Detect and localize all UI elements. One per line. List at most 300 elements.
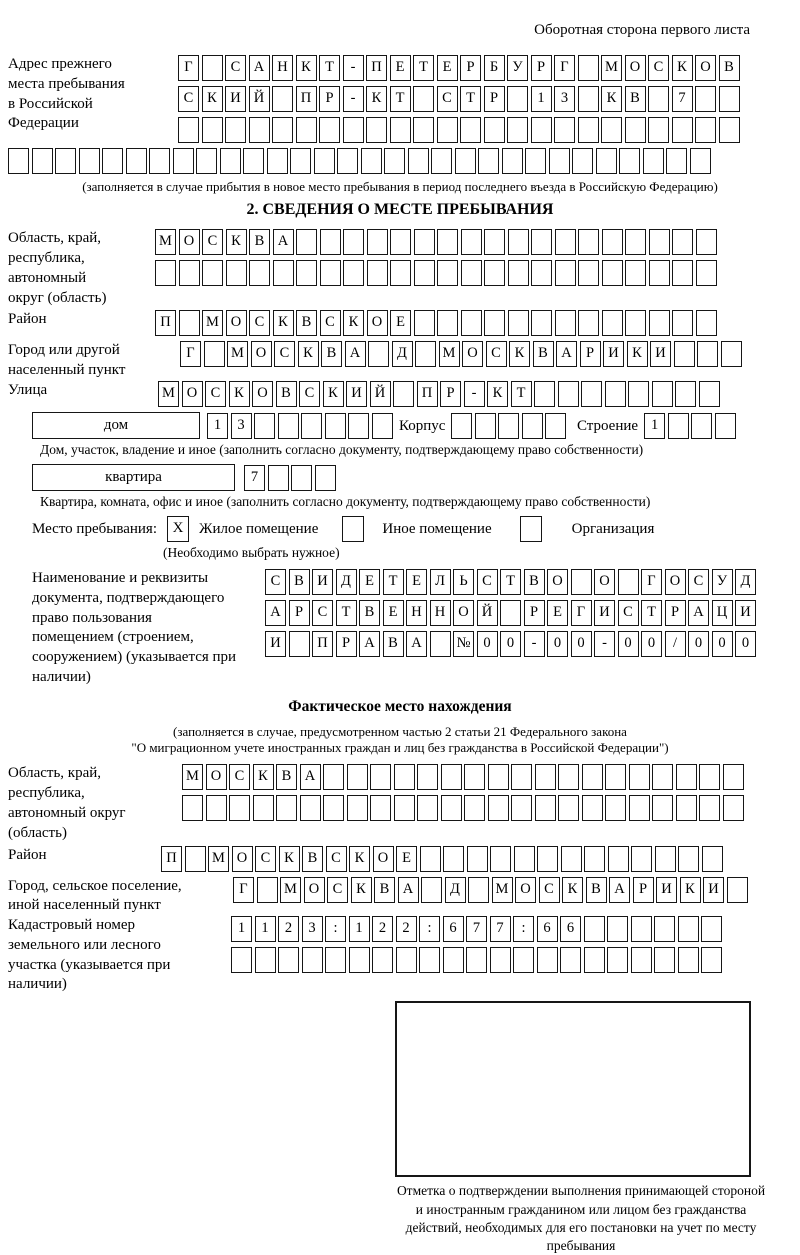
- char-cell[interactable]: [652, 795, 673, 821]
- char-cell[interactable]: -: [343, 55, 364, 81]
- char-cell[interactable]: [545, 413, 566, 439]
- char-cell[interactable]: [549, 148, 570, 174]
- char-cell[interactable]: [408, 148, 429, 174]
- char-cell[interactable]: Е: [437, 55, 458, 81]
- char-cell[interactable]: [678, 916, 699, 942]
- char-cell[interactable]: [179, 260, 200, 286]
- char-cell[interactable]: [126, 148, 147, 174]
- char-cell[interactable]: [535, 795, 556, 821]
- char-cell[interactable]: [202, 117, 223, 143]
- char-cell[interactable]: М: [280, 877, 301, 903]
- char-cell[interactable]: [514, 846, 535, 872]
- char-cell[interactable]: [625, 260, 646, 286]
- char-cell[interactable]: П: [296, 86, 317, 112]
- char-cell[interactable]: [490, 846, 511, 872]
- char-cell[interactable]: [502, 148, 523, 174]
- char-cell[interactable]: [278, 413, 299, 439]
- char-cell[interactable]: [484, 260, 505, 286]
- char-cell[interactable]: [301, 413, 322, 439]
- char-cell[interactable]: [723, 795, 744, 821]
- char-cell[interactable]: Г: [554, 55, 575, 81]
- char-cell[interactable]: [690, 148, 711, 174]
- char-cell[interactable]: [560, 947, 581, 973]
- char-cell[interactable]: [8, 148, 29, 174]
- char-cell[interactable]: У: [507, 55, 528, 81]
- char-cell[interactable]: Р: [580, 341, 601, 367]
- char-cell[interactable]: [367, 260, 388, 286]
- char-cell[interactable]: [296, 260, 317, 286]
- char-cell[interactable]: [276, 795, 297, 821]
- char-cell[interactable]: [437, 310, 458, 336]
- char-cell[interactable]: К: [202, 86, 223, 112]
- char-cell[interactable]: С: [274, 341, 295, 367]
- char-cell[interactable]: [254, 413, 275, 439]
- char-cell[interactable]: [618, 569, 639, 595]
- char-cell[interactable]: [699, 764, 720, 790]
- char-cell[interactable]: В: [276, 381, 297, 407]
- char-cell[interactable]: К: [627, 341, 648, 367]
- char-cell[interactable]: Т: [336, 600, 357, 626]
- char-cell[interactable]: Р: [484, 86, 505, 112]
- char-cell[interactable]: Т: [390, 86, 411, 112]
- char-cell[interactable]: [582, 795, 603, 821]
- char-cell[interactable]: Н: [406, 600, 427, 626]
- char-cell[interactable]: Т: [319, 55, 340, 81]
- char-cell[interactable]: Р: [440, 381, 461, 407]
- char-cell[interactable]: Д: [336, 569, 357, 595]
- char-cell[interactable]: [655, 846, 676, 872]
- char-cell[interactable]: О: [367, 310, 388, 336]
- char-cell[interactable]: [555, 229, 576, 255]
- char-cell[interactable]: И: [225, 86, 246, 112]
- char-cell[interactable]: [155, 260, 176, 286]
- char-cell[interactable]: К: [323, 381, 344, 407]
- char-cell[interactable]: В: [719, 55, 740, 81]
- char-cell[interactable]: [413, 117, 434, 143]
- char-cell[interactable]: [323, 764, 344, 790]
- char-cell[interactable]: [229, 795, 250, 821]
- char-cell[interactable]: [572, 148, 593, 174]
- char-cell[interactable]: [460, 117, 481, 143]
- char-cell[interactable]: Р: [289, 600, 310, 626]
- char-cell[interactable]: В: [524, 569, 545, 595]
- char-cell[interactable]: О: [665, 569, 686, 595]
- char-cell[interactable]: Р: [524, 600, 545, 626]
- char-cell[interactable]: [323, 795, 344, 821]
- char-cell[interactable]: [702, 846, 723, 872]
- char-cell[interactable]: У: [712, 569, 733, 595]
- char-cell[interactable]: В: [249, 229, 270, 255]
- char-cell[interactable]: С: [205, 381, 226, 407]
- char-cell[interactable]: [102, 148, 123, 174]
- char-cell[interactable]: [415, 341, 436, 367]
- char-cell[interactable]: [696, 310, 717, 336]
- char-cell[interactable]: И: [656, 877, 677, 903]
- char-cell[interactable]: 7: [490, 916, 511, 942]
- char-cell[interactable]: [513, 947, 534, 973]
- char-cell[interactable]: М: [227, 341, 248, 367]
- char-cell[interactable]: [243, 148, 264, 174]
- char-cell[interactable]: Е: [547, 600, 568, 626]
- char-cell[interactable]: [723, 764, 744, 790]
- char-cell[interactable]: [537, 846, 558, 872]
- char-cell[interactable]: К: [343, 310, 364, 336]
- char-cell[interactable]: [578, 260, 599, 286]
- char-cell[interactable]: [455, 148, 476, 174]
- char-cell[interactable]: Д: [445, 877, 466, 903]
- char-cell[interactable]: Р: [531, 55, 552, 81]
- char-cell[interactable]: О: [462, 341, 483, 367]
- char-cell[interactable]: [649, 310, 670, 336]
- char-cell[interactable]: Е: [390, 55, 411, 81]
- char-cell[interactable]: [605, 764, 626, 790]
- char-cell[interactable]: [272, 86, 293, 112]
- char-cell[interactable]: [257, 877, 278, 903]
- char-cell[interactable]: [534, 381, 555, 407]
- char-cell[interactable]: Г: [178, 55, 199, 81]
- char-cell[interactable]: 7: [244, 465, 265, 491]
- char-cell[interactable]: [719, 86, 740, 112]
- char-cell[interactable]: [478, 148, 499, 174]
- char-cell[interactable]: К: [601, 86, 622, 112]
- char-cell[interactable]: [437, 117, 458, 143]
- char-cell[interactable]: И: [265, 631, 286, 657]
- char-cell[interactable]: [466, 947, 487, 973]
- char-cell[interactable]: [414, 310, 435, 336]
- char-cell[interactable]: В: [533, 341, 554, 367]
- char-cell[interactable]: [531, 117, 552, 143]
- char-cell[interactable]: /: [665, 631, 686, 657]
- char-cell[interactable]: С: [539, 877, 560, 903]
- char-cell[interactable]: [278, 947, 299, 973]
- char-cell[interactable]: Н: [272, 55, 293, 81]
- char-cell[interactable]: [372, 947, 393, 973]
- char-cell[interactable]: О: [179, 229, 200, 255]
- char-cell[interactable]: [629, 795, 650, 821]
- char-cell[interactable]: [231, 947, 252, 973]
- char-cell[interactable]: [571, 569, 592, 595]
- char-cell[interactable]: В: [359, 600, 380, 626]
- char-cell[interactable]: [347, 764, 368, 790]
- char-cell[interactable]: [296, 229, 317, 255]
- char-cell[interactable]: 6: [537, 916, 558, 942]
- char-cell[interactable]: [467, 846, 488, 872]
- char-cell[interactable]: [631, 916, 652, 942]
- char-cell[interactable]: [508, 229, 529, 255]
- char-cell[interactable]: [291, 465, 312, 491]
- char-cell[interactable]: [390, 260, 411, 286]
- char-cell[interactable]: К: [509, 341, 530, 367]
- char-cell[interactable]: [302, 947, 323, 973]
- char-cell[interactable]: О: [695, 55, 716, 81]
- char-cell[interactable]: [268, 465, 289, 491]
- char-cell[interactable]: С: [326, 846, 347, 872]
- char-cell[interactable]: [348, 413, 369, 439]
- char-cell[interactable]: №: [453, 631, 474, 657]
- char-cell[interactable]: [701, 916, 722, 942]
- char-cell[interactable]: [430, 631, 451, 657]
- char-cell[interactable]: 6: [560, 916, 581, 942]
- char-cell[interactable]: [531, 260, 552, 286]
- char-cell[interactable]: [672, 310, 693, 336]
- char-cell[interactable]: -: [524, 631, 545, 657]
- char-cell[interactable]: 7: [672, 86, 693, 112]
- char-cell[interactable]: О: [252, 381, 273, 407]
- char-cell[interactable]: [581, 381, 602, 407]
- char-cell[interactable]: О: [232, 846, 253, 872]
- char-cell[interactable]: [522, 413, 543, 439]
- char-cell[interactable]: 0: [618, 631, 639, 657]
- char-cell[interactable]: [608, 846, 629, 872]
- char-cell[interactable]: [484, 310, 505, 336]
- char-cell[interactable]: [488, 795, 509, 821]
- char-cell[interactable]: [531, 229, 552, 255]
- char-cell[interactable]: 1: [231, 916, 252, 942]
- char-cell[interactable]: [349, 947, 370, 973]
- char-cell[interactable]: :: [513, 916, 534, 942]
- char-cell[interactable]: С: [249, 310, 270, 336]
- char-cell[interactable]: И: [594, 600, 615, 626]
- char-cell[interactable]: [674, 341, 695, 367]
- char-cell[interactable]: 1: [349, 916, 370, 942]
- char-cell[interactable]: [249, 260, 270, 286]
- char-cell[interactable]: [625, 117, 646, 143]
- char-cell[interactable]: [695, 117, 716, 143]
- char-cell[interactable]: [417, 795, 438, 821]
- char-cell[interactable]: М: [601, 55, 622, 81]
- char-cell[interactable]: [461, 310, 482, 336]
- char-cell[interactable]: [475, 413, 496, 439]
- char-cell[interactable]: [370, 764, 391, 790]
- char-cell[interactable]: [584, 916, 605, 942]
- char-cell[interactable]: Н: [430, 600, 451, 626]
- char-cell[interactable]: [461, 229, 482, 255]
- char-cell[interactable]: [484, 229, 505, 255]
- char-cell[interactable]: В: [586, 877, 607, 903]
- char-cell[interactable]: [511, 764, 532, 790]
- char-cell[interactable]: О: [594, 569, 615, 595]
- char-cell[interactable]: Е: [406, 569, 427, 595]
- char-cell[interactable]: О: [515, 877, 536, 903]
- char-cell[interactable]: [488, 764, 509, 790]
- char-cell[interactable]: [413, 86, 434, 112]
- char-cell[interactable]: О: [206, 764, 227, 790]
- char-cell[interactable]: [697, 341, 718, 367]
- char-cell[interactable]: Р: [665, 600, 686, 626]
- char-cell[interactable]: [648, 117, 669, 143]
- char-cell[interactable]: [464, 764, 485, 790]
- char-cell[interactable]: П: [366, 55, 387, 81]
- char-cell[interactable]: [578, 86, 599, 112]
- char-cell[interactable]: Й: [249, 86, 270, 112]
- char-cell[interactable]: [320, 260, 341, 286]
- char-cell[interactable]: Г: [233, 877, 254, 903]
- char-cell[interactable]: [672, 117, 693, 143]
- char-cell[interactable]: С: [688, 569, 709, 595]
- char-cell[interactable]: [676, 764, 697, 790]
- char-cell[interactable]: О: [304, 877, 325, 903]
- char-cell[interactable]: А: [359, 631, 380, 657]
- char-cell[interactable]: К: [229, 381, 250, 407]
- char-cell[interactable]: Р: [319, 86, 340, 112]
- char-cell[interactable]: К: [366, 86, 387, 112]
- char-cell[interactable]: А: [398, 877, 419, 903]
- char-cell[interactable]: [314, 148, 335, 174]
- char-cell[interactable]: [672, 229, 693, 255]
- char-cell[interactable]: С: [178, 86, 199, 112]
- place-type-checkbox-residential[interactable]: X: [167, 516, 189, 542]
- char-cell[interactable]: В: [296, 310, 317, 336]
- char-cell[interactable]: [625, 229, 646, 255]
- char-cell[interactable]: [701, 947, 722, 973]
- char-cell[interactable]: К: [351, 877, 372, 903]
- char-cell[interactable]: [631, 947, 652, 973]
- place-type-checkbox-organization[interactable]: [520, 516, 542, 542]
- char-cell[interactable]: [396, 947, 417, 973]
- char-cell[interactable]: А: [300, 764, 321, 790]
- char-cell[interactable]: О: [182, 381, 203, 407]
- char-cell[interactable]: 2: [396, 916, 417, 942]
- char-cell[interactable]: С: [477, 569, 498, 595]
- char-cell[interactable]: О: [625, 55, 646, 81]
- char-cell[interactable]: К: [487, 381, 508, 407]
- char-cell[interactable]: Е: [390, 310, 411, 336]
- char-cell[interactable]: 0: [500, 631, 521, 657]
- char-cell[interactable]: 0: [735, 631, 756, 657]
- char-cell[interactable]: [272, 117, 293, 143]
- char-cell[interactable]: [652, 764, 673, 790]
- char-cell[interactable]: Т: [460, 86, 481, 112]
- char-cell[interactable]: В: [625, 86, 646, 112]
- char-cell[interactable]: С: [327, 877, 348, 903]
- char-cell[interactable]: Т: [500, 569, 521, 595]
- char-cell[interactable]: Т: [511, 381, 532, 407]
- char-cell[interactable]: Р: [336, 631, 357, 657]
- char-cell[interactable]: В: [289, 569, 310, 595]
- char-cell[interactable]: [602, 310, 623, 336]
- char-cell[interactable]: [605, 795, 626, 821]
- char-cell[interactable]: В: [383, 631, 404, 657]
- char-cell[interactable]: [629, 764, 650, 790]
- char-cell[interactable]: [498, 413, 519, 439]
- char-cell[interactable]: Т: [413, 55, 434, 81]
- char-cell[interactable]: С: [486, 341, 507, 367]
- char-cell[interactable]: 1: [255, 916, 276, 942]
- char-cell[interactable]: М: [158, 381, 179, 407]
- char-cell[interactable]: К: [226, 229, 247, 255]
- char-cell[interactable]: Й: [477, 600, 498, 626]
- char-cell[interactable]: 2: [278, 916, 299, 942]
- char-cell[interactable]: К: [349, 846, 370, 872]
- char-cell[interactable]: К: [296, 55, 317, 81]
- char-cell[interactable]: А: [688, 600, 709, 626]
- char-cell[interactable]: [32, 148, 53, 174]
- char-cell[interactable]: [437, 260, 458, 286]
- char-cell[interactable]: [370, 795, 391, 821]
- char-cell[interactable]: Г: [571, 600, 592, 626]
- char-cell[interactable]: [226, 260, 247, 286]
- char-cell[interactable]: [441, 795, 462, 821]
- char-cell[interactable]: 0: [712, 631, 733, 657]
- char-cell[interactable]: [500, 600, 521, 626]
- char-cell[interactable]: [649, 260, 670, 286]
- char-cell[interactable]: [675, 381, 696, 407]
- char-cell[interactable]: [535, 764, 556, 790]
- char-cell[interactable]: [672, 260, 693, 286]
- char-cell[interactable]: Д: [392, 341, 413, 367]
- char-cell[interactable]: Т: [641, 600, 662, 626]
- char-cell[interactable]: С: [255, 846, 276, 872]
- char-cell[interactable]: [508, 260, 529, 286]
- char-cell[interactable]: М: [492, 877, 513, 903]
- char-cell[interactable]: [451, 413, 472, 439]
- char-cell[interactable]: [178, 117, 199, 143]
- char-cell[interactable]: И: [346, 381, 367, 407]
- char-cell[interactable]: В: [374, 877, 395, 903]
- char-cell[interactable]: В: [276, 764, 297, 790]
- char-cell[interactable]: [443, 947, 464, 973]
- char-cell[interactable]: В: [321, 341, 342, 367]
- char-cell[interactable]: [464, 795, 485, 821]
- char-cell[interactable]: [79, 148, 100, 174]
- char-cell[interactable]: [249, 117, 270, 143]
- char-cell[interactable]: С: [265, 569, 286, 595]
- char-cell[interactable]: [347, 795, 368, 821]
- char-cell[interactable]: [468, 877, 489, 903]
- char-cell[interactable]: [511, 795, 532, 821]
- char-cell[interactable]: [625, 310, 646, 336]
- char-cell[interactable]: О: [547, 569, 568, 595]
- char-cell[interactable]: [727, 877, 748, 903]
- char-cell[interactable]: К: [562, 877, 583, 903]
- char-cell[interactable]: [584, 846, 605, 872]
- char-cell[interactable]: [654, 916, 675, 942]
- char-cell[interactable]: [368, 341, 389, 367]
- char-cell[interactable]: И: [735, 600, 756, 626]
- char-cell[interactable]: 6: [443, 916, 464, 942]
- char-cell[interactable]: [343, 260, 364, 286]
- char-cell[interactable]: [361, 148, 382, 174]
- char-cell[interactable]: [420, 846, 441, 872]
- char-cell[interactable]: К: [253, 764, 274, 790]
- char-cell[interactable]: Ц: [712, 600, 733, 626]
- char-cell[interactable]: С: [229, 764, 250, 790]
- char-cell[interactable]: [185, 846, 206, 872]
- char-cell[interactable]: -: [464, 381, 485, 407]
- char-cell[interactable]: [343, 117, 364, 143]
- char-cell[interactable]: [715, 413, 736, 439]
- char-cell[interactable]: [699, 795, 720, 821]
- char-cell[interactable]: О: [251, 341, 272, 367]
- char-cell[interactable]: С: [618, 600, 639, 626]
- char-cell[interactable]: [558, 795, 579, 821]
- char-cell[interactable]: [149, 148, 170, 174]
- char-cell[interactable]: [652, 381, 673, 407]
- char-cell[interactable]: [558, 764, 579, 790]
- char-cell[interactable]: 2: [372, 916, 393, 942]
- char-cell[interactable]: М: [155, 229, 176, 255]
- char-cell[interactable]: А: [249, 55, 270, 81]
- char-cell[interactable]: С: [648, 55, 669, 81]
- char-cell[interactable]: [55, 148, 76, 174]
- char-cell[interactable]: [607, 916, 628, 942]
- char-cell[interactable]: К: [672, 55, 693, 81]
- char-cell[interactable]: [578, 310, 599, 336]
- char-cell[interactable]: [417, 764, 438, 790]
- char-cell[interactable]: [537, 947, 558, 973]
- char-cell[interactable]: 1: [644, 413, 665, 439]
- char-cell[interactable]: [507, 86, 528, 112]
